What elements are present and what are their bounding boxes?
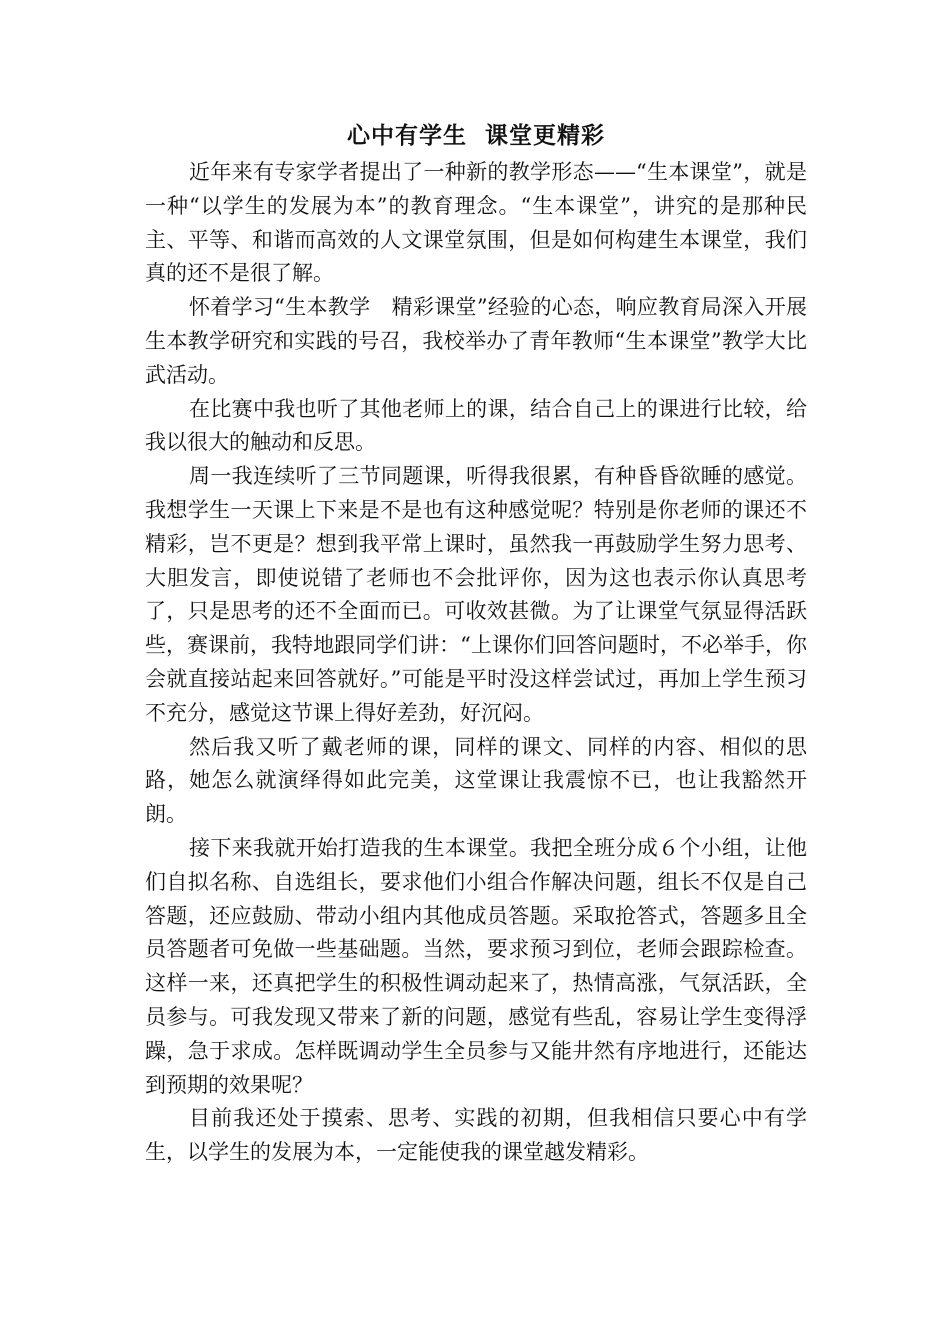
paragraph-3: 在比赛中我也听了其他老师上的课，结合自己上的课进行比较，给我以很大的触动和反思。 — [145, 396, 807, 455]
paragraph-7: 目前我还处于摸索、思考、实践的初期，但我相信只要心中有学生，以学生的发展为本，一定能使我的课堂越发精彩。 — [145, 1106, 807, 1165]
paragraph-2: 怀着学习“生本教学 精彩课堂”经验的心态，响应教育局深入开展生本教学研究和实践的号召，我校举办了青年教师“生本课堂”教学大比武活动。 — [145, 295, 807, 387]
paragraph-6: 接下来我就开始打造我的生本课堂。我把全班分成６个小组，让他们自拟名称、自选组长，要求他们小组合作解决问题，组长不仅是自己答题，还应鼓励、带动小组内其他成员答题。采取抢答式，答题多且全员答题者可免做一些基础题。当然，要求预习到位，老师会跟踪检查。这样一来，还真把学生的积极性调动起来了，热情高涨，气氛活跃，全员参与。可我发现又带来了新的问题，感觉有些乱，容易让学生变得浮躁，急于求成。怎样既调动学生全员参与又能井然有序地进行，还能达到预期的效果呢？ — [145, 835, 807, 1097]
paragraph-4: 周一我连续听了三节同题课，听得我很累，有种昏昏欲睡的感觉。我想学生一天课上下来是不是也有这种感觉呢？特别是你老师的课还不精彩，岂不更是？想到我平常上课时，虽然我一再鼓励学生努力思考、大胆发言，即使说错了老师也不会批评你，因为这也表示你认真思考了，只是思考的还不全面而已。可收效甚微。为了让课堂气氛显得活跃些，赛课前，我特地跟同学们讲：“上课你们回答问题时，不必举手，你会就直接站起来回答就好。”可能是平时没这样尝试过，再加上学生预习不充分，感觉这节课上得好差劲，好沉闷。 — [145, 464, 807, 725]
document-title: 心中有学生 课堂更精彩 — [346, 122, 605, 149]
paragraph-1: 近年来有专家学者提出了一种新的教学形态——“生本课堂”，就是一种“以学生的发展为本”的教育理念。“生本课堂”，讲究的是那种民主、平等、和谐而高效的人文课堂氛围，但是如何构建生本课堂，我们真的还不是很了解。 — [145, 160, 807, 286]
paragraph-5: 然后我又听了戴老师的课，同样的课文、同样的内容、相似的思路，她怎么就演绎得如此完美，这堂课让我震惊不已，也让我豁然开朗。 — [145, 734, 807, 827]
document-body — [145, 116, 807, 1170]
